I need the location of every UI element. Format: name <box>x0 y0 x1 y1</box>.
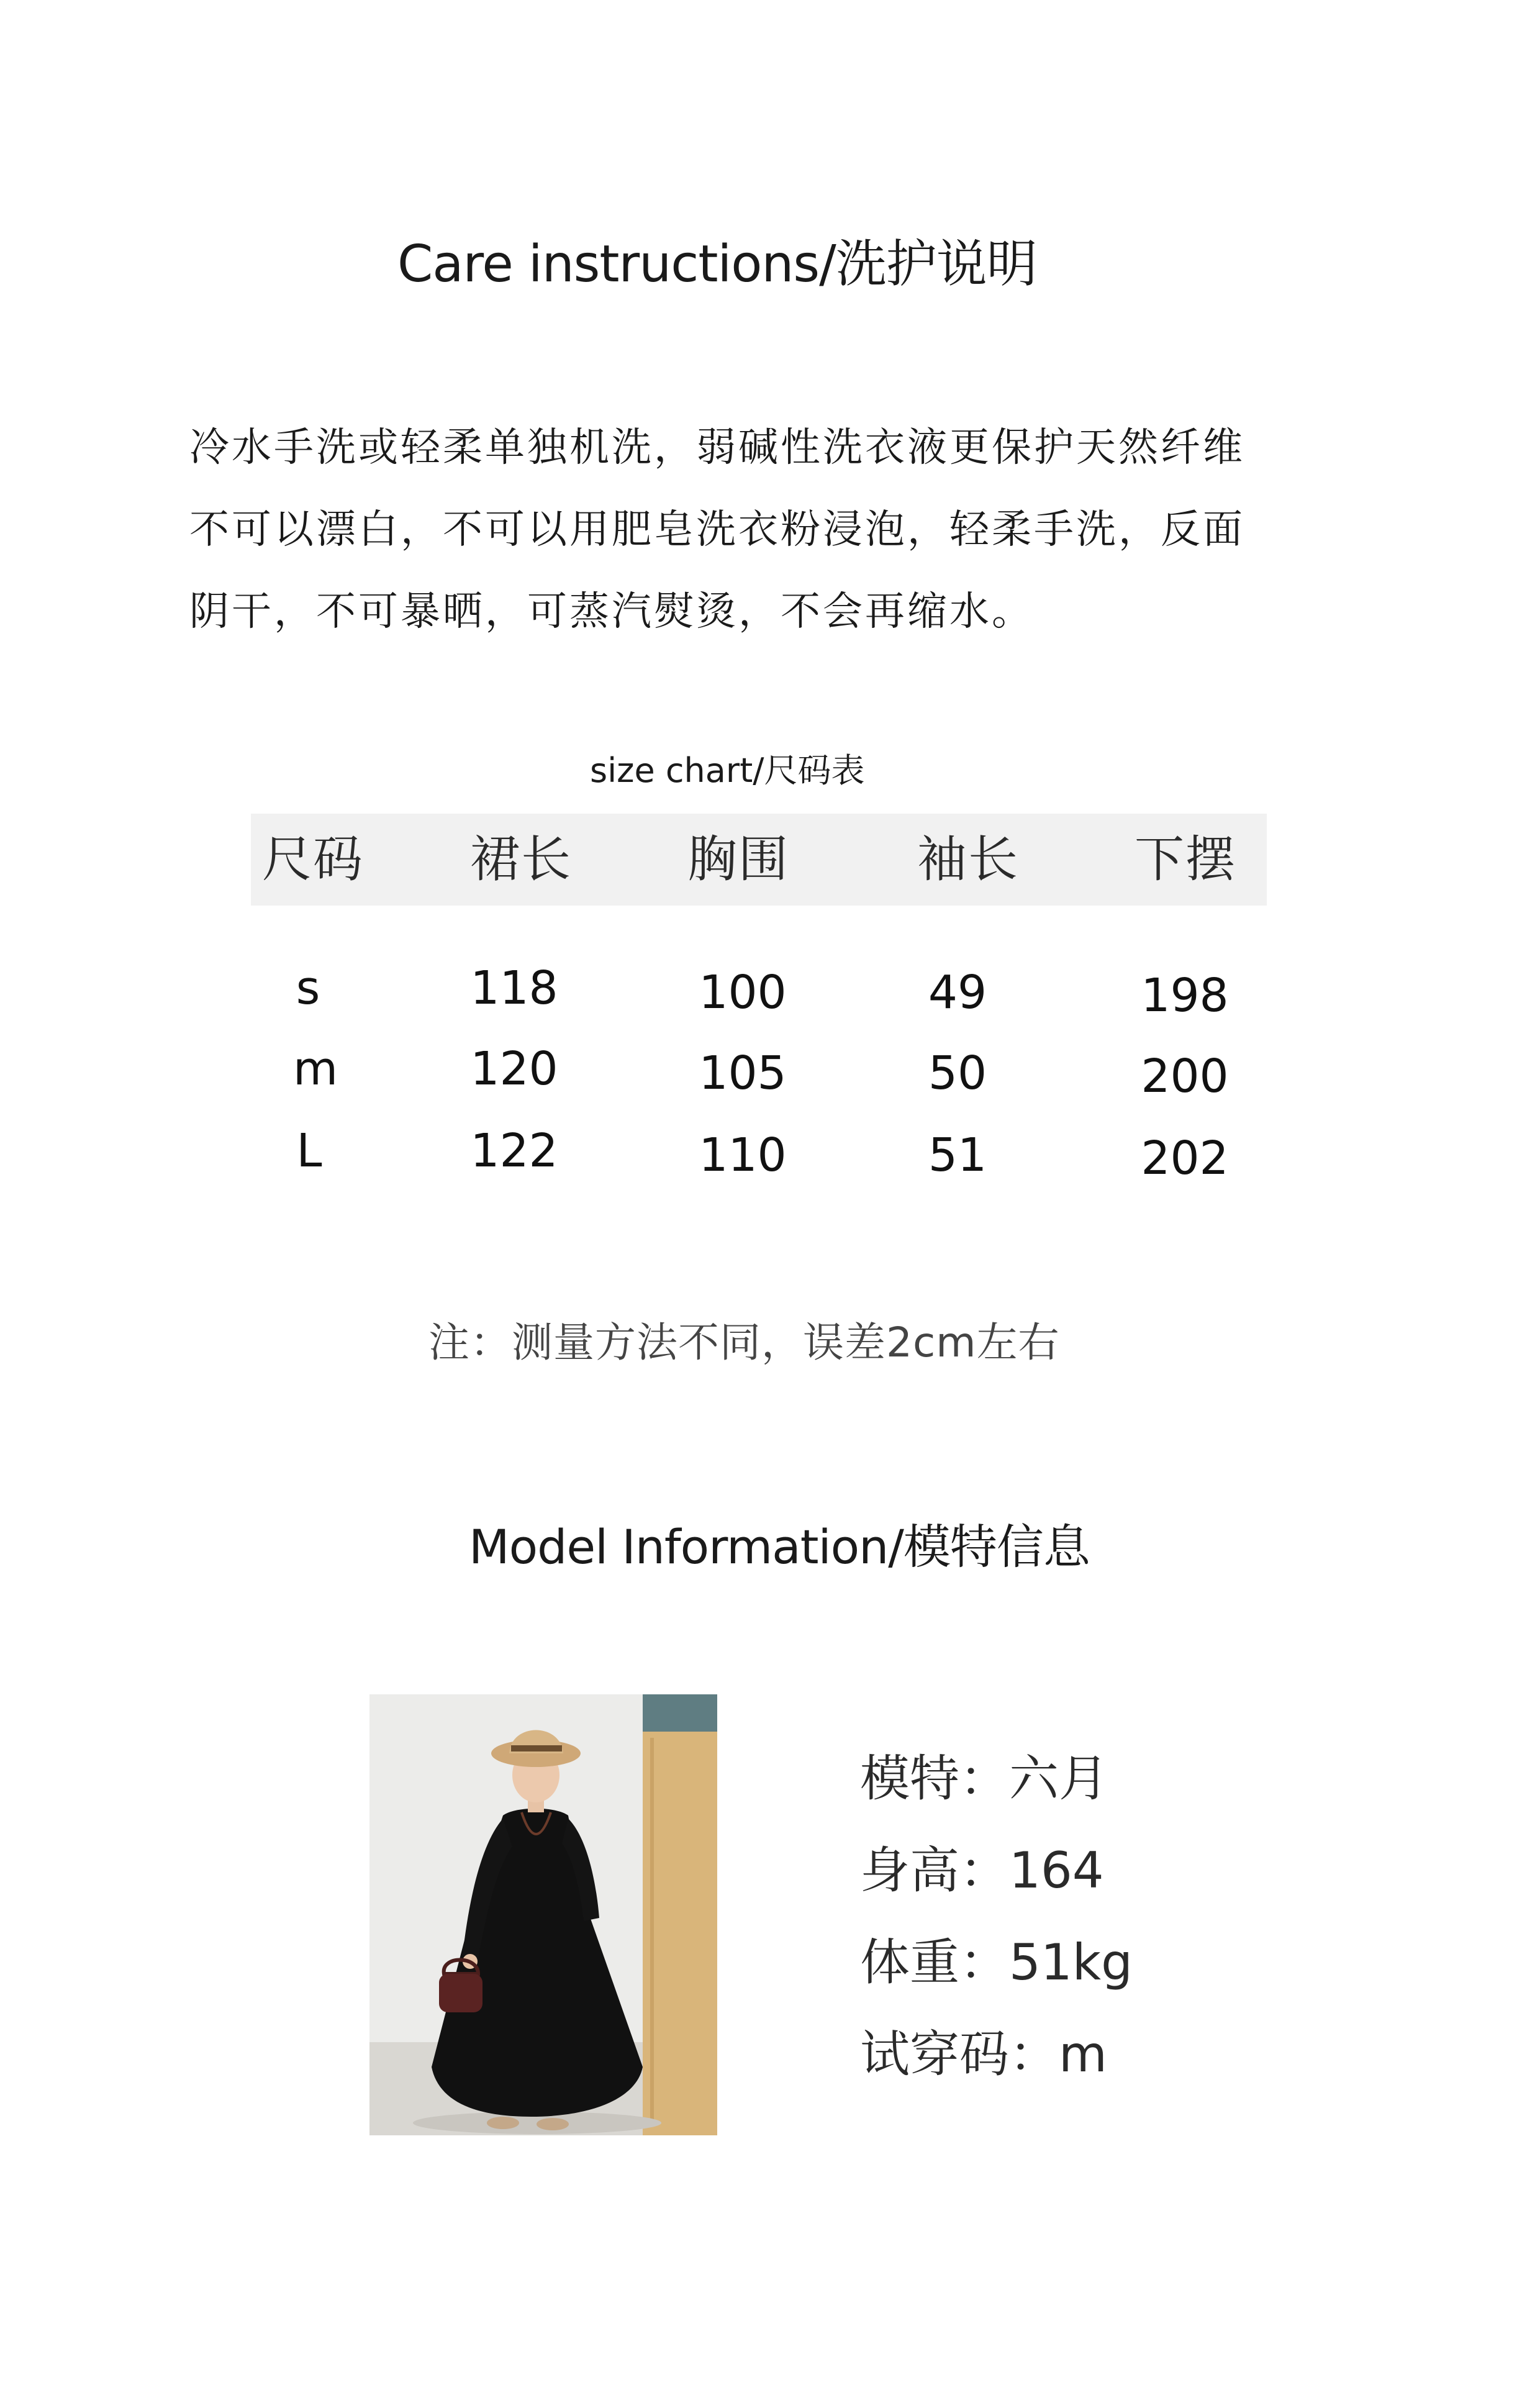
model-photo <box>369 1694 717 2135</box>
cell-dress-length: 118 <box>470 961 558 1015</box>
cell-size: m <box>292 1042 338 1096</box>
cell-hem: 198 <box>1141 969 1229 1022</box>
cell-size: L <box>296 1124 322 1178</box>
care-line-1: 冷水手洗或轻柔单独机洗，弱碱性洗衣液更保护天然纤维 <box>189 425 1245 471</box>
cell-sleeve-length: 49 <box>928 966 987 1019</box>
cell-sleeve-length: 51 <box>928 1129 987 1182</box>
cell-bust: 105 <box>699 1047 787 1100</box>
cell-bust: 110 <box>699 1129 787 1182</box>
care-line-2: 不可以漂白，不可以用肥皂洗衣粉浸泡，轻柔手洗，反面 <box>189 507 1245 553</box>
cell-dress-length: 122 <box>470 1124 558 1178</box>
measurement-note: 注：测量方法不同，误差2cm左右 <box>428 1319 1060 1366</box>
model-information-title: Model Information/模特信息 <box>469 1519 1090 1574</box>
cell-hem: 202 <box>1141 1132 1229 1185</box>
care-line-3: 阴干，不可暴晒，可蒸汽熨烫，不会再缩水。 <box>189 589 1034 635</box>
care-instructions-text <box>189 407 1369 653</box>
size-chart-title: size chart/尺码表 <box>590 751 865 790</box>
cell-hem: 200 <box>1141 1050 1229 1103</box>
header-dress-length: 裙长 <box>470 830 572 888</box>
cell-dress-length: 120 <box>470 1042 558 1096</box>
cell-sleeve-length: 50 <box>928 1047 987 1100</box>
model-fitting-size: 试穿码：m <box>860 2025 1107 2083</box>
care-instructions-title: Care instructions/洗护说明 <box>397 235 1037 294</box>
size-chart-header <box>251 814 1267 906</box>
model-info-list <box>860 1733 1295 2101</box>
cell-size: s <box>296 961 320 1015</box>
model-height: 身高：164 <box>860 1842 1104 1899</box>
header-sleeve-length: 袖长 <box>917 830 1019 888</box>
model-weight: 体重：51kg <box>860 1933 1133 1991</box>
header-size: 尺码 <box>262 830 364 888</box>
header-bust: 胸围 <box>687 830 789 888</box>
cell-bust: 100 <box>699 966 787 1019</box>
header-hem: 下摆 <box>1135 830 1236 888</box>
model-name: 模特：六月 <box>860 1750 1108 1807</box>
